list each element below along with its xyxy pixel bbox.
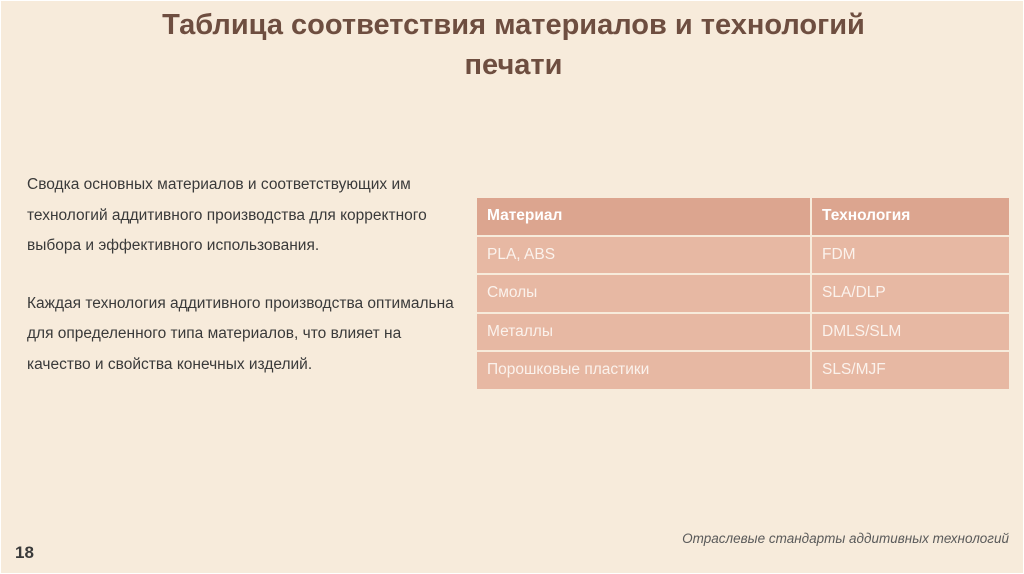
cell-technology: SLA/DLP bbox=[811, 274, 1010, 313]
title-line-1: Таблица соответствия материалов и технологий bbox=[162, 9, 865, 41]
cell-technology: DMLS/SLM bbox=[811, 313, 1010, 352]
intro-text bbox=[27, 170, 467, 407]
cell-technology: FDM bbox=[811, 236, 1010, 275]
table-row bbox=[476, 313, 1010, 352]
table-header-row bbox=[476, 197, 1010, 236]
header-material: Материал bbox=[476, 197, 811, 236]
cell-material: Смолы bbox=[476, 274, 811, 313]
source-note: Отраслевые стандарты аддитивных технологий bbox=[682, 531, 1009, 546]
table-row bbox=[476, 236, 1010, 275]
cell-material: Металлы bbox=[476, 313, 811, 352]
cell-material: PLA, ABS bbox=[476, 236, 811, 275]
intro-paragraph-2: Каждая технология аддитивного производства оптимальна для определенного типа материалов, что влияет на качество и свойства конечных изделий. bbox=[27, 294, 454, 373]
cell-technology: SLS/MJF bbox=[811, 351, 1010, 390]
table-row bbox=[476, 274, 1010, 313]
cell-material: Порошковые пластики bbox=[476, 351, 811, 390]
materials-table bbox=[475, 196, 1011, 391]
intro-paragraph-1: Сводка основных материалов и соответствующих им технологий аддитивного производства для корректного выбора и эффективного использования. bbox=[27, 176, 427, 254]
title-line-2: печати bbox=[464, 49, 563, 81]
header-technology: Технология bbox=[811, 197, 1010, 236]
table-row bbox=[476, 351, 1010, 390]
page-title bbox=[41, 5, 986, 85]
slide bbox=[1, 1, 1023, 573]
page-number: 18 bbox=[15, 543, 34, 562]
